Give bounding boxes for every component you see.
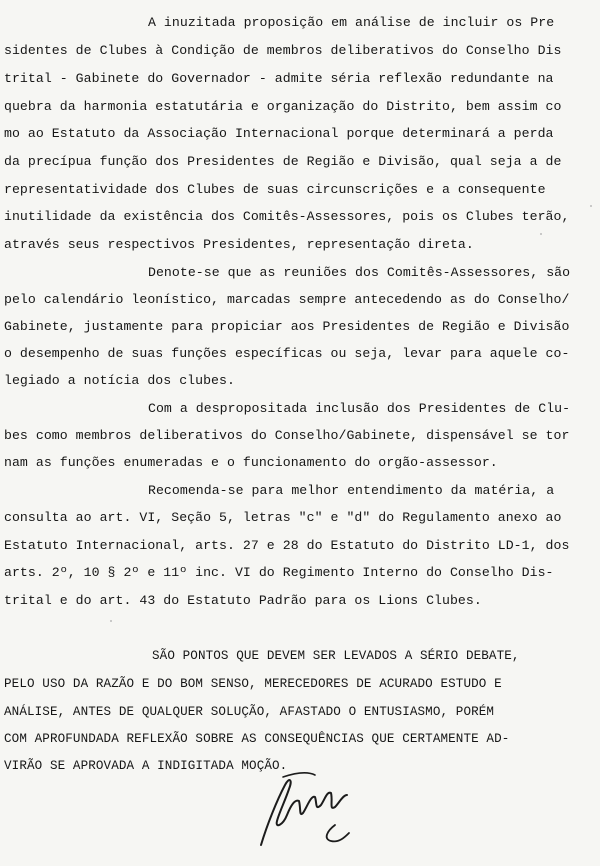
text-line: Recomenda-se para melhor entendimento da matéria, a [148, 483, 555, 498]
text-line: ANÁLISE, ANTES DE QUALQUER SOLUÇÃO, AFASTADO O ENTUSIASMO, PORÉM [4, 705, 495, 719]
text-line: Gabinete, justamente para propiciar aos Presidentes de Região e Divisão [4, 319, 570, 334]
text-line: sidentes de Clubes à Condição de membros deliberativos do Conselho Dis [4, 43, 562, 58]
handwritten-signature-icon [255, 755, 365, 855]
text-line: arts. 2º, 10 § 2º e 11º inc. VI do Regimento Interno do Conselho Dis- [4, 565, 554, 580]
text-line: mo ao Estatuto da Associação Internacional porque determinará a perda [4, 126, 554, 141]
text-line: inutilidade da existência dos Comitês-Assessores, pois os Clubes terão, [4, 209, 570, 224]
scan-speck [540, 233, 542, 235]
text-line: A inuzitada proposição em análise de incluir os Pre [148, 15, 555, 30]
text-line: representatividade dos Clubes de suas circunscrições e a consequente [4, 182, 546, 197]
text-line: VIRÃO SE APROVADA A INDIGITADA MOÇÃO. [4, 759, 288, 773]
text-line: COM APROFUNDADA REFLEXÃO SOBRE AS CONSEQUÊNCIAS QUE CERTAMENTE AD- [4, 732, 510, 746]
text-line: SÃO PONTOS QUE DEVEM SER LEVADOS A SÉRIO DEBATE, [152, 649, 520, 663]
text-line: da precípua função dos Presidentes de Região e Divisão, qual seja a de [4, 154, 562, 169]
text-line: Denote-se que as reuniões dos Comitês-Assessores, são [148, 265, 571, 280]
text-line: trital e do art. 43 do Estatuto Padrão para os Lions Clubes. [4, 593, 482, 608]
text-line: consulta ao art. VI, Seção 5, letras "c" e "d" do Regulamento anexo ao [4, 510, 562, 525]
text-line: Estatuto Internacional, arts. 27 e 28 do Estatuto do Distrito LD-1, dos [4, 538, 570, 553]
text-line: pelo calendário leonístico, marcadas sempre antecedendo as do Conselho/ [4, 292, 570, 307]
text-line: bes como membros deliberativos do Conselho/Gabinete, dispensável se tor [4, 428, 570, 443]
text-line: quebra da harmonia estatutária e organização do Distrito, bem assim co [4, 99, 562, 114]
scan-speck [110, 620, 112, 622]
text-line: o desempenho de suas funções específicas ou seja, levar para aquele co- [4, 346, 570, 361]
text-line: PELO USO DA RAZÃO E DO BOM SENSO, MERECEDORES DE ACURADO ESTUDO E [4, 677, 502, 691]
scan-speck [590, 205, 592, 207]
text-line: trital - Gabinete do Governador - admite séria reflexão redundante na [4, 71, 554, 86]
text-line: Com a despropositada inclusão dos Presidentes de Clu- [148, 401, 571, 416]
text-line: através seus respectivos Presidentes, representação direta. [4, 237, 474, 252]
text-line: nam as funções enumeradas e o funcionamento do orgão-assessor. [4, 455, 498, 470]
text-line: legiado a notícia dos clubes. [4, 373, 235, 388]
